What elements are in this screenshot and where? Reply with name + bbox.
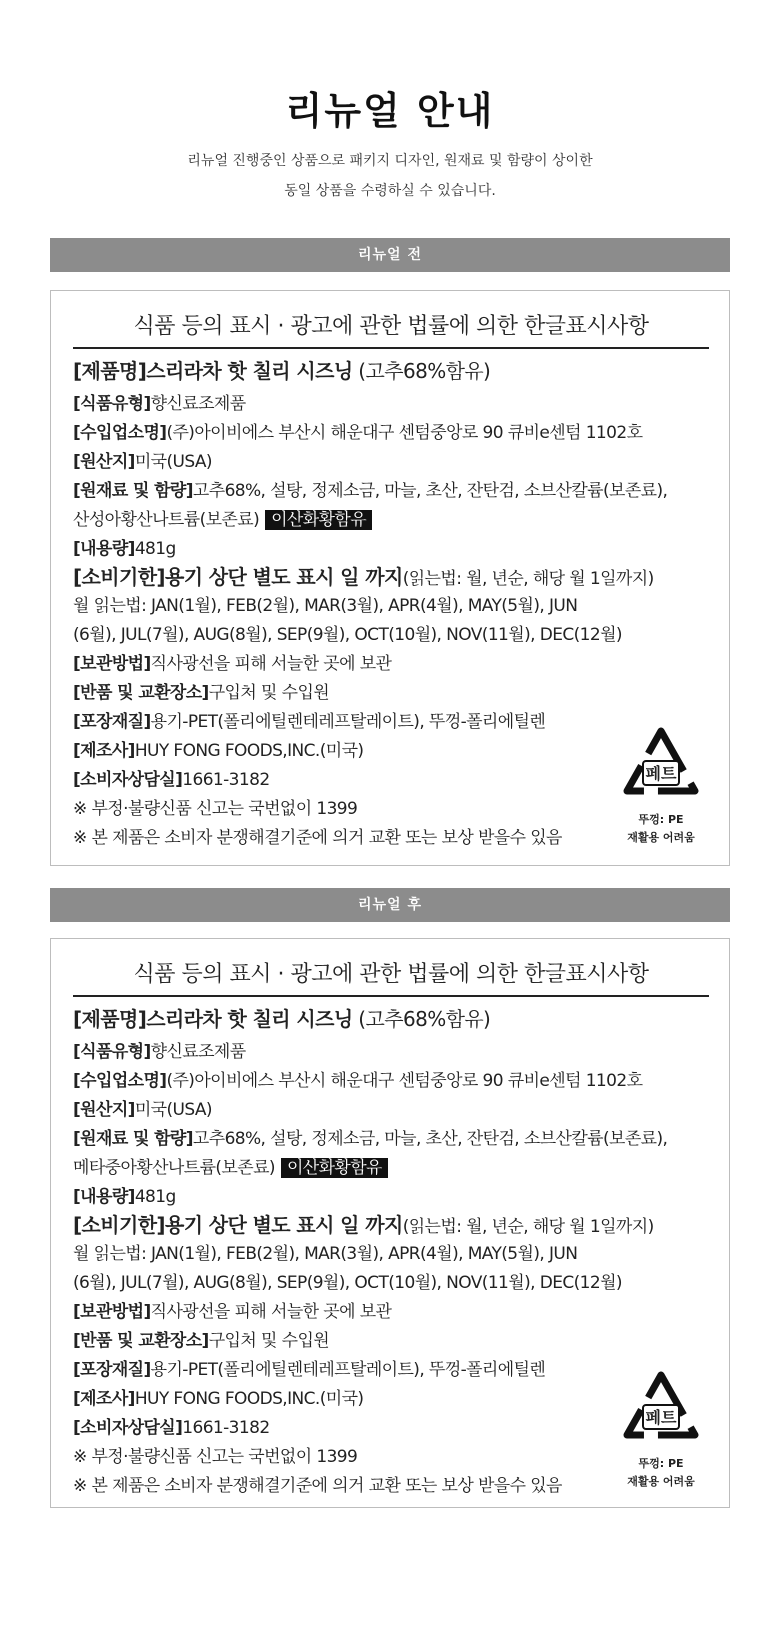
notice-2: ※ 본 제품은 소비자 분쟁해결기준에 의거 교환 또는 보상 받을수 있음: [73, 1476, 562, 1496]
product-name-value: 스리라차 핫 칠리 시즈닝: [146, 359, 353, 383]
return-row: [73, 678, 329, 703]
importer-value: (주)아이비에스 부산시 해운대구 센텀중앙로 90 큐비e센텀 1102호: [166, 1071, 643, 1091]
consult-value: 1661-3182: [182, 1418, 270, 1438]
header-rule: [73, 995, 709, 997]
description-line-1: 리뉴얼 진행중인 상품으로 패키지 디자인, 원재료 및 함량이 상이한: [187, 153, 593, 169]
origin-value: 미국(USA): [134, 1100, 212, 1120]
food-type-row: [73, 1037, 246, 1062]
volume-label: [내용량]: [73, 1187, 135, 1207]
consult-label: [소비자상담실]: [73, 770, 183, 790]
consult-row: [73, 1413, 270, 1438]
volume-value: 481g: [134, 1187, 176, 1207]
ingredients-label: [원재료 및 함량]: [73, 481, 193, 501]
origin-label: [원산지]: [73, 452, 135, 472]
expiry-months-2: (6월), JUL(7월), AUG(8월), SEP(9월), OCT(10월), NOV(11월), DEC(12월): [73, 625, 622, 645]
food-type-value: 향신료조제품: [150, 394, 246, 414]
food-type-label: [식품유형]: [73, 1042, 151, 1062]
product-name-label: [제품명]: [73, 359, 147, 383]
importer-value: (주)아이비에스 부산시 해운대구 센텀중앙로 90 큐비e센텀 1102호: [166, 423, 643, 443]
section-bar-after: 리뉴얼 후: [50, 888, 730, 922]
expiry-note: (읽는법: 월, 년순, 해당 월 1일까지): [402, 1217, 654, 1237]
origin-value: 미국(USA): [134, 452, 212, 472]
recycle-note: 재활용 어려움: [627, 831, 695, 844]
header-rule: [73, 347, 709, 349]
maker-value: HUY FONG FOODS,INC.(미국): [134, 741, 364, 761]
volume-row: [73, 534, 176, 559]
origin-row: [73, 447, 212, 472]
expiry-row: [73, 561, 654, 590]
packaging-row: [73, 707, 545, 732]
expiry-label: [소비기한]: [73, 565, 165, 589]
maker-row: [73, 1384, 363, 1409]
storage-row: [73, 1297, 391, 1322]
ingredients-label: [원재료 및 함량]: [73, 1129, 193, 1149]
packaging-label: [포장재질]: [73, 1360, 151, 1380]
product-name-row: [73, 1003, 490, 1032]
expiry-months-1: 월 읽는법: JAN(1월), FEB(2월), MAR(3월), APR(4월), MAY(5월), JUN: [73, 596, 578, 616]
recycle-mark: [619, 727, 703, 855]
ingredients-row-2: [73, 1153, 388, 1178]
consult-label: [소비자상담실]: [73, 1418, 183, 1438]
packaging-label: [포장재질]: [73, 712, 151, 732]
importer-label: [수입업소명]: [73, 1071, 167, 1091]
volume-label: [내용량]: [73, 539, 135, 559]
ingredients-row: [73, 1124, 667, 1149]
packaging-value: 용기-PET(폴리에틸렌테레프탈레이트), 뚜껑-폴리에틸렌: [150, 1360, 546, 1380]
return-value: 구입처 및 수입원: [208, 1331, 330, 1351]
storage-label: [보관방법]: [73, 654, 151, 674]
page-title: 리뉴얼 안내: [285, 89, 495, 133]
description-line-2: 동일 상품을 수령하실 수 있습니다.: [284, 183, 496, 199]
product-name-row: [73, 355, 490, 384]
recycle-note: 재활용 어려움: [627, 1475, 695, 1488]
label-header: 식품 등의 표시 · 광고에 관한 법률에 의한 한글표시사항: [133, 962, 649, 987]
ingredients-value: 고추68%, 설탕, 정제소금, 마늘, 초산, 잔탄검, 소브산칼륨(보존료),: [192, 1129, 668, 1149]
packaging-row: [73, 1355, 545, 1380]
expiry-note: (읽는법: 월, 년순, 해당 월 1일까지): [402, 569, 654, 589]
recycle-cap-label: 뚜껑: PE: [638, 813, 684, 826]
notice-1: ※ 부정·불량신품 신고는 국번없이 1399: [73, 1447, 358, 1467]
consult-value: 1661-3182: [182, 770, 270, 790]
packaging-value: 용기-PET(폴리에틸렌테레프탈레이트), 뚜껑-폴리에틸렌: [150, 712, 546, 732]
recycle-type-label: 페트: [645, 764, 677, 783]
product-name-note: (고추68%함유): [352, 1007, 491, 1031]
return-row: [73, 1326, 329, 1351]
recycle-mark: [619, 1371, 703, 1499]
expiry-value: 용기 상단 별도 표시 일 까지: [164, 565, 403, 589]
product-name-label: [제품명]: [73, 1007, 147, 1031]
ingredients-value-2: 메타중아황산나트륨(보존료): [73, 1158, 275, 1178]
consult-row: [73, 765, 270, 790]
sulfite-highlight: 이산화황함유: [281, 1158, 388, 1178]
volume-value: 481g: [134, 539, 176, 559]
storage-label: [보관방법]: [73, 1302, 151, 1322]
importer-label: [수입업소명]: [73, 423, 167, 443]
expiry-row: [73, 1209, 654, 1238]
importer-row: [73, 418, 642, 443]
expiry-value: 용기 상단 별도 표시 일 까지: [164, 1213, 403, 1237]
return-label: [반품 및 교환장소]: [73, 1331, 209, 1351]
recycle-cap-label: 뚜껑: PE: [638, 1457, 684, 1470]
storage-row: [73, 649, 391, 674]
label-box-before: [50, 290, 730, 866]
product-name-note: (고추68%함유): [352, 359, 491, 383]
return-label: [반품 및 교환장소]: [73, 683, 209, 703]
ingredients-row: [73, 476, 667, 501]
maker-value: HUY FONG FOODS,INC.(미국): [134, 1389, 364, 1409]
storage-value: 직사광선을 피해 서늘한 곳에 보관: [150, 654, 392, 674]
expiry-label: [소비기한]: [73, 1213, 165, 1237]
expiry-months-2: (6월), JUL(7월), AUG(8월), SEP(9월), OCT(10월), NOV(11월), DEC(12월): [73, 1273, 622, 1293]
volume-row: [73, 1182, 176, 1207]
storage-value: 직사광선을 피해 서늘한 곳에 보관: [150, 1302, 392, 1322]
section-bar-before: 리뉴얼 전: [50, 238, 730, 272]
expiry-months-1: 월 읽는법: JAN(1월), FEB(2월), MAR(3월), APR(4월), MAY(5월), JUN: [73, 1244, 578, 1264]
notice-1: ※ 부정·불량신품 신고는 국번없이 1399: [73, 799, 358, 819]
recycle-type-label: 페트: [645, 1408, 677, 1427]
maker-row: [73, 736, 363, 761]
ingredients-value-2: 산성아황산나트륨(보존료): [73, 510, 260, 530]
food-type-value: 향신료조제품: [150, 1042, 246, 1062]
origin-label: [원산지]: [73, 1100, 135, 1120]
food-type-label: [식품유형]: [73, 394, 151, 414]
label-box-after: [50, 938, 730, 1508]
sulfite-highlight: 이산화황함유: [265, 510, 372, 530]
food-type-row: [73, 389, 246, 414]
notice-2: ※ 본 제품은 소비자 분쟁해결기준에 의거 교환 또는 보상 받을수 있음: [73, 828, 562, 848]
origin-row: [73, 1095, 212, 1120]
importer-row: [73, 1066, 642, 1091]
return-value: 구입처 및 수입원: [208, 683, 330, 703]
ingredients-value: 고추68%, 설탕, 정제소금, 마늘, 초산, 잔탄검, 소브산칼륨(보존료),: [192, 481, 668, 501]
maker-label: [제조사]: [73, 741, 135, 761]
ingredients-row-2: [73, 505, 372, 530]
product-name-value: 스리라차 핫 칠리 시즈닝: [146, 1007, 353, 1031]
label-header: 식품 등의 표시 · 광고에 관한 법률에 의한 한글표시사항: [133, 314, 649, 339]
maker-label: [제조사]: [73, 1389, 135, 1409]
